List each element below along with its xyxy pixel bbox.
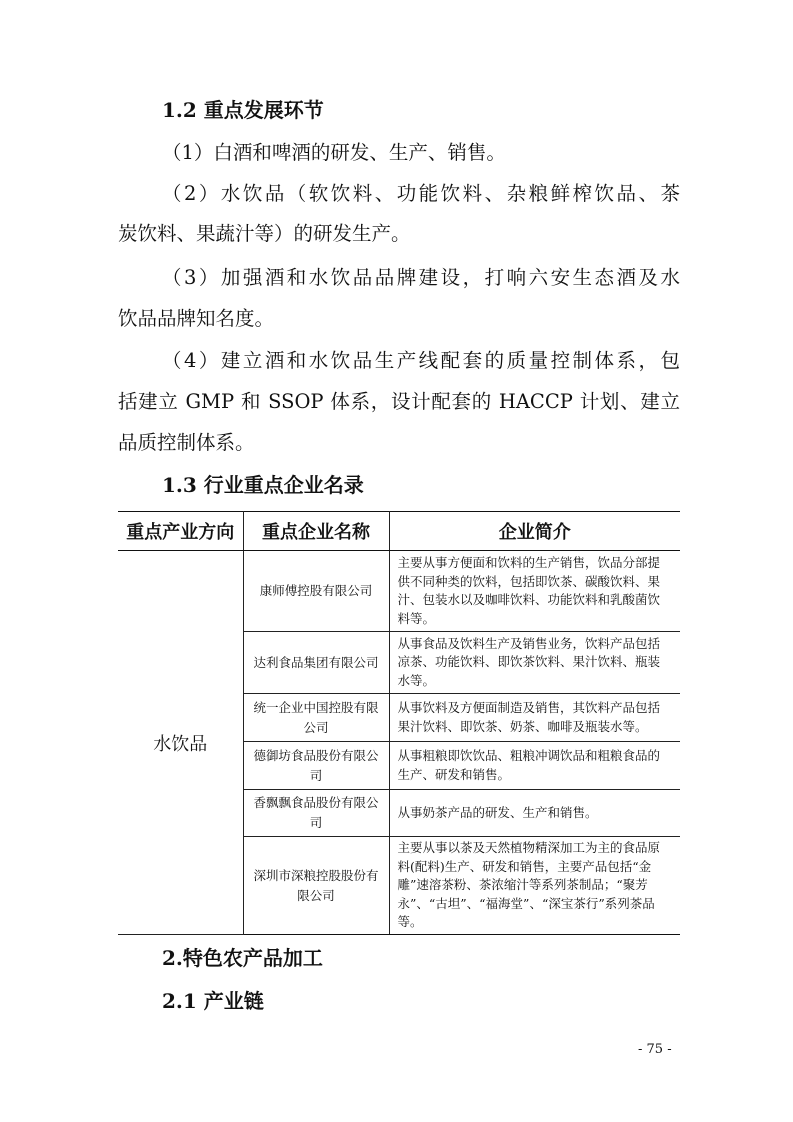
section-heading-2-1: 2.1 产业链 (162, 989, 264, 1013)
enterprise-name-cell: 达利食品集团有限公司 (243, 632, 389, 694)
key-enterprises-table (118, 511, 680, 935)
section-heading-1-2: 1.2 重点发展环节 (162, 98, 324, 122)
column-header-enterprise-profile: 企业简介 (389, 512, 680, 551)
page-number: - 75 - (638, 1042, 672, 1057)
column-header-sector: 重点产业方向 (118, 512, 243, 551)
enterprise-profile-cell: 主要从事以茶及天然植物精深加工为主的食品原料(配料)生产、研发和销售，主要产品包括“金雕”速溶茶粉、茶浓缩汁等系列茶制品；“聚芳永”、“古坦”、“福海堂”、“深宝茶行”系列茶品等。 (389, 837, 680, 935)
enterprise-profile-cell: 从事粗粮即饮饮品、粗粮冲调饮品和粗粮食品的生产、研发和销售。 (389, 742, 680, 790)
section-heading-1-3: 1.3 行业重点企业名录 (162, 473, 364, 497)
paragraph-item-3-line-1-text: （3）加强酒和水饮品品牌建设，打响六安生态酒及水 (162, 266, 680, 289)
paragraph-item-4-line-2: 括建立 GMP 和 SSOP 体系，设计配套的 HACCP 计划、建立 (118, 390, 680, 413)
column-header-enterprise-name: 重点企业名称 (243, 512, 389, 551)
section-heading-2: 2.特色农产品加工 (162, 946, 323, 970)
paragraph-item-2-line-2: 炭饮料、果蔬汁等）的研发生产。 (118, 222, 411, 245)
paragraph-item-4-line-3: 品质控制体系。 (118, 431, 255, 454)
enterprise-profile-cell: 从事饮料及方便面制造及销售，其饮料产品包括果汁饮料、即饮茶、奶茶、咖啡及瓶装水等。 (389, 694, 680, 742)
table-row (118, 551, 680, 632)
paragraph-item-3-line-2: 饮品品牌知名度。 (118, 307, 275, 330)
enterprise-name-cell: 深圳市深粮控股股份有限公司 (243, 837, 389, 935)
paragraph-item-2-line-1: （2）水饮品（软饮料、功能饮料、杂粮鲜榨饮品、茶 (162, 182, 680, 205)
paragraph-item-1: （1）白酒和啤酒的研发、生产、销售。 (162, 141, 506, 164)
paragraph-item-4-line-1: （4）建立酒和水饮品生产线配套的质量控制体系，包 (162, 349, 680, 372)
table-header-row (118, 512, 680, 551)
enterprise-name-cell: 康师傅控股有限公司 (243, 551, 389, 632)
sector-cell: 水饮品 (118, 551, 243, 935)
enterprise-profile-cell: 从事奶茶产品的研发、生产和销售。 (389, 790, 680, 837)
enterprise-profile-cell: 主要从事方便面和饮料的生产销售，饮品分部提供不同种类的饮料，包括即饮茶、碳酸饮料、果汁、包装水以及咖啡饮料、功能饮料和乳酸菌饮料等。 (389, 551, 680, 632)
enterprise-profile-cell: 从事食品及饮料生产及销售业务，饮料产品包括凉茶、功能饮料、即饮茶饮料、果汁饮料、瓶装水等。 (389, 632, 680, 694)
enterprise-name-cell: 德御坊食品股份有限公司 (243, 742, 389, 790)
enterprise-name-cell: 统一企业中国控股有限公司 (243, 694, 389, 742)
enterprise-name-cell: 香飘飘食品股份有限公司 (243, 790, 389, 837)
